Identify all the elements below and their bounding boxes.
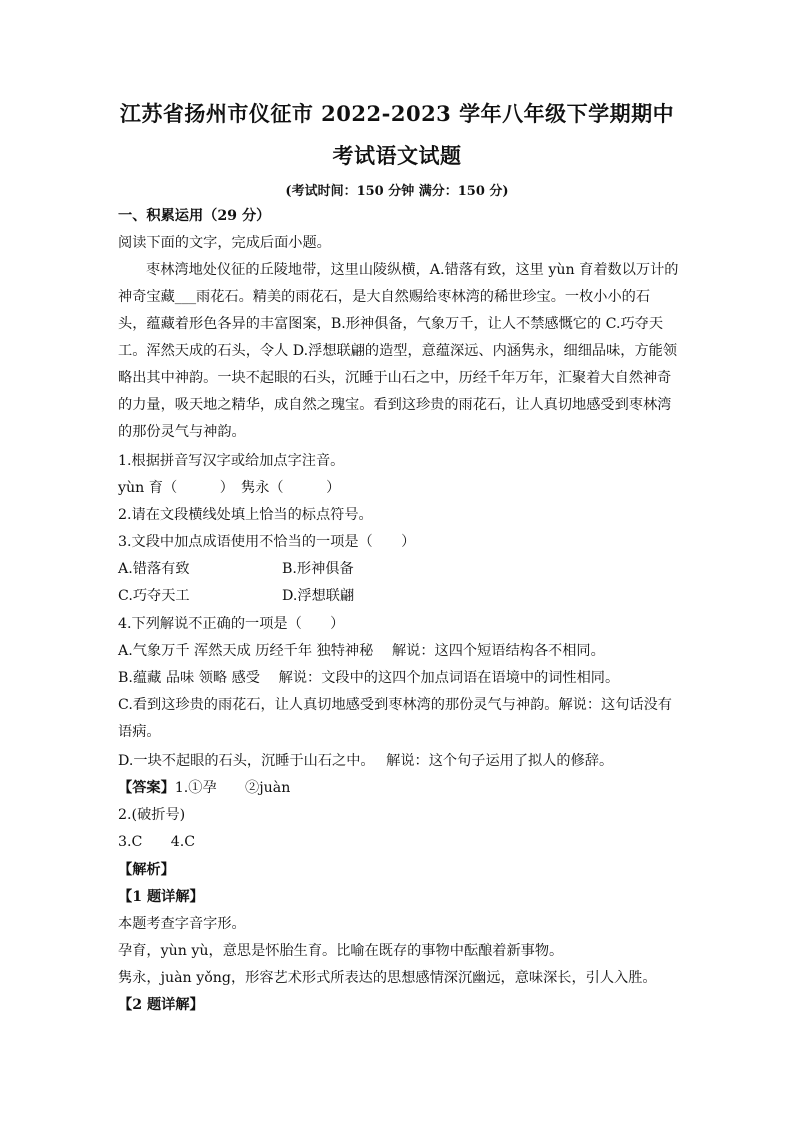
question-2: 2.请在文段横线处填上恰当的标点符号。 [118, 507, 373, 523]
question-1: 1.根据拼音写汉字或给加点字注音。 [118, 453, 345, 469]
section-heading: 一、积累运用（29 分） [118, 208, 271, 224]
passage-line: 神奇宝藏___雨花石。精美的雨花石，是大自然赐给枣林湾的稀世珍宝。一枚小小的石 [118, 289, 651, 305]
q4-option-a: A.气象万千 浑然天成 历经千年 独特神秘 解说：这四个短语结构各不相同。 [118, 643, 605, 659]
exam-info: (考试时间：150 分钟 满分：150 分) [285, 184, 509, 199]
passage-line: 的那份灵气与神韵。 [118, 424, 246, 440]
answer-3-4: 3.C 4.C [118, 834, 196, 850]
answer-label: 【答案】 [118, 780, 175, 796]
q4-option-d: D.一块不起眼的石头，沉睡于山石之中。 解说：这个句子运用了拟人的修辞。 [118, 753, 614, 769]
passage-line: 的力量，吸天地之精华，成自然之瑰宝。看到这珍贵的雨花石，让人真切地感受到枣林湾 [118, 397, 672, 413]
doc-title-line1: 江苏省扬州市仪征市 2022-2023 学年八年级下学期期中 [119, 101, 675, 126]
q4-option-c: C.看到这珍贵的雨花石，让人真切地感受到枣林湾的那份灵气与神韵。解说：这句话没有 [118, 697, 672, 713]
question-4: 4.下列解说不正确的一项是（ ） [118, 616, 345, 632]
detail-1-line: 本题考查字音字形。 [118, 916, 246, 932]
q4-option-b: B.蕴藏 品味 领略 感受 解说：文段中的这四个加点词语在语境中的词性相同。 [118, 670, 620, 686]
detail-1-label: 【1 题详解】 [118, 889, 204, 905]
q3-option-b: B.形神俱备 [282, 561, 354, 577]
instruction: 阅读下面的文字，完成后面小题。 [118, 235, 331, 251]
analysis-label: 【解析】 [118, 862, 175, 878]
question-1-blanks: yùn 育（ ） 隽永（ ） [118, 480, 341, 496]
answer-1: 1.①孕 ②juàn [174, 780, 291, 796]
q4-option-c-cont: 语病。 [118, 724, 161, 740]
answer-2: 2.(破折号) [118, 807, 186, 823]
q3-option-a: A.错落有致 [118, 561, 190, 577]
detail-1-line: 孕育，yùn yù，意思是怀胎生育。比喻在既存的事物中酝酿着新事物。 [118, 943, 564, 959]
q3-option-c: C.巧夺天工 [118, 588, 190, 604]
q3-option-d: D.浮想联翩 [282, 588, 355, 604]
passage-line: 工。浑然天成的石头，令人 D.浮想联翩的造型，意蕴深远、内涵隽永，细细品味，方能领 [118, 343, 678, 359]
detail-1-line: 隽永，juàn yǒng，形容艺术形式所表达的思想感情深沉幽远，意味深长，引人入胜。 [118, 970, 657, 986]
passage-line: 头，蕴藏着形色各异的丰富图案，B.形神俱备，气象万千，让人不禁感慨它的 C.巧夺天 [118, 316, 664, 332]
answer-line [118, 778, 678, 798]
passage-line: 略出其中神韵。一块不起眼的石头，沉睡于山石之中，历经千年万年，汇聚着大自然神奇 [118, 370, 672, 386]
doc-title-line2: 考试语文试题 [332, 143, 462, 168]
detail-2-label: 【2 题详解】 [118, 997, 204, 1013]
question-3: 3.文段中加点成语使用不恰当的一项是（ ） [118, 534, 416, 550]
passage-line: 枣林湾地处仪征的丘陵地带，这里山陵纵横，A.错落有致，这里 yùn 育着数以万计的 [146, 262, 679, 278]
